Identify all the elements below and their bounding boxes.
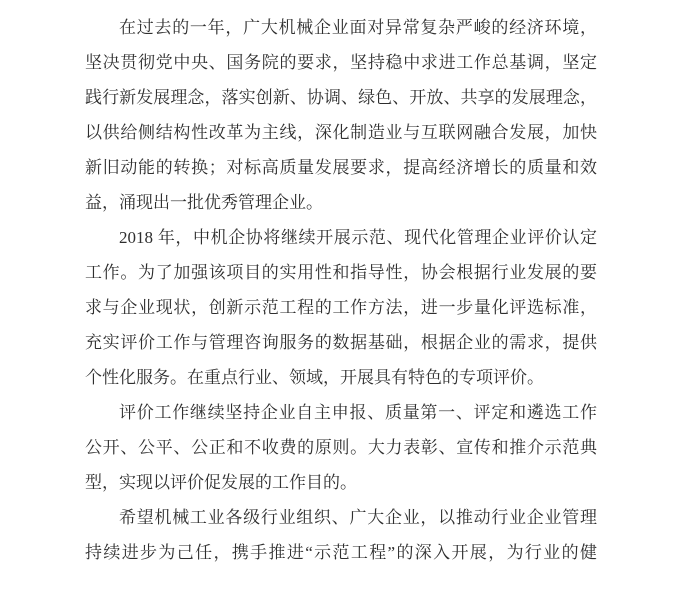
text-line: 在过去的一年，广大机械企业面对异常复杂严峻的经济环境， (119, 18, 597, 37)
body-text (85, 10, 597, 570)
text-line: 践行新发展理念，落实创新、协调、绿色、开放、共享的发展理念， (85, 88, 597, 107)
text-line: 新旧动能的转换；对标高质量发展要求，提高经济增长的质量和效 (85, 158, 597, 177)
paragraph-1 (85, 10, 597, 220)
text-line: 求与企业现状，创新示范工程的工作方法，进一步量化评选标准， (85, 298, 597, 317)
text-line: 2018 年，中机企协将继续开展示范、现代化管理企业评价认定 (119, 228, 597, 247)
paragraph-3 (85, 395, 597, 500)
text-line: 评价工作继续坚持企业自主申报、质量第一、评定和遴选工作 (119, 403, 597, 422)
text-line: 希望机械工业各级行业组织、广大企业，以推动行业企业管理 (119, 508, 597, 527)
text-line: 益，涌现出一批优秀管理企业。 (85, 193, 323, 212)
text-line: 坚决贯彻党中央、国务院的要求，坚持稳中求进工作总基调，坚定 (85, 53, 597, 72)
paragraph-2 (85, 220, 597, 395)
paragraph-4 (85, 500, 597, 570)
text-line: 公开、公平、公正和不收费的原则。大力表彰、宣传和推介示范典 (85, 438, 597, 457)
text-line: 工作。为了加强该项目的实用性和指导性，协会根据行业发展的要 (85, 263, 597, 282)
text-line: 充实评价工作与管理咨询服务的数据基础，根据企业的需求，提供 (85, 333, 597, 352)
text-line: 以供给侧结构性改革为主线，深化制造业与互联网融合发展，加快 (85, 123, 597, 142)
text-line: 持续进步为己任，携手推进“示范工程”的深入开展，为行业的健 (85, 543, 597, 562)
text-line: 型，实现以评价促发展的工作目的。 (85, 473, 357, 492)
text-line: 个性化服务。在重点行业、领域，开展具有特色的专项评价。 (85, 368, 544, 387)
